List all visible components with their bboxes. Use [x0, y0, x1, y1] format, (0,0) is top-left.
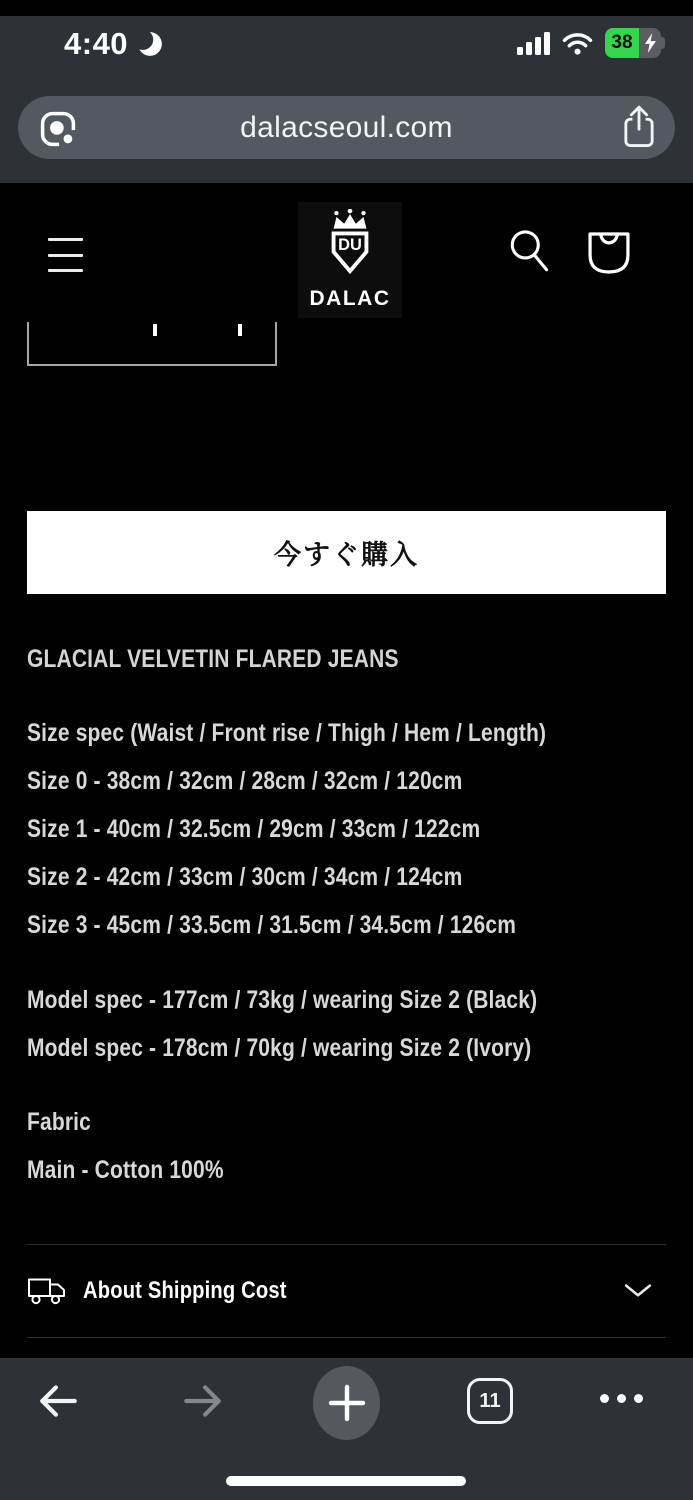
battery-icon [605, 28, 665, 58]
search-icon[interactable] [505, 226, 555, 278]
product-title: GLACIAL VELVETIN FLARED JEANS [27, 645, 399, 673]
size-spec-row: Size 1 - 40cm / 32.5cm / 29cm / 33cm / 122cm [27, 815, 481, 843]
tab-count: 11 [479, 1389, 501, 1412]
hamburger-menu-button[interactable] [48, 235, 92, 275]
size-spec-row: Size 0 - 38cm / 32cm / 28cm / 32cm / 120cm [27, 767, 463, 795]
model-spec-row: Model spec - 177cm / 73kg / wearing Size 2 (Black) [27, 986, 538, 1014]
size-spec-row: Size 3 - 45cm / 33.5cm / 31.5cm / 34.5cm / 126cm [27, 911, 517, 939]
notch-strip [0, 0, 693, 16]
divider [27, 1337, 666, 1338]
size-spec-row: Size 2 - 42cm / 33cm / 30cm / 34cm / 124cm [27, 863, 463, 891]
fabric-main-row: Main - Cotton 100% [27, 1156, 224, 1184]
plus-icon [327, 1383, 367, 1423]
brand-wordmark: DALAC [309, 287, 391, 310]
more-menu-button[interactable] [600, 1394, 648, 1406]
cart-bag-icon[interactable] [586, 229, 632, 277]
model-spec-row: Model spec - 178cm / 70kg / wearing Size 2 (Ivory) [27, 1034, 532, 1062]
svg-text:DU: DU [338, 235, 362, 254]
forward-button[interactable] [180, 1380, 226, 1422]
cellular-signal-icon [517, 31, 550, 55]
chevron-down-icon [624, 1283, 652, 1299]
size-spec-header: Size spec (Waist / Front rise / Thigh / Hem / Length) [27, 719, 547, 747]
browser-toolbar [0, 1358, 693, 1500]
divider [27, 1244, 666, 1245]
back-button[interactable] [35, 1380, 81, 1422]
shipping-label: About Shipping Cost [83, 1277, 287, 1304]
moon-icon [136, 30, 164, 58]
truck-icon [27, 1275, 67, 1307]
url-text: dalacseoul.com [240, 110, 453, 144]
new-tab-button[interactable] [313, 1366, 380, 1440]
url-bar[interactable] [18, 96, 675, 159]
buy-now-button[interactable] [27, 511, 666, 594]
battery-percent: 38 [605, 28, 639, 58]
web-page [0, 183, 693, 1358]
variant-selector-partial[interactable] [27, 322, 277, 366]
home-indicator[interactable] [226, 1476, 466, 1486]
share-icon[interactable] [619, 105, 659, 151]
shipping-cost-accordion[interactable] [27, 1261, 666, 1321]
site-logo[interactable] [298, 202, 402, 318]
dalac-crest-icon [321, 209, 379, 283]
charging-bolt-icon [639, 28, 661, 58]
wifi-icon [562, 30, 593, 56]
tab-switcher-button[interactable] [467, 1378, 513, 1424]
browser-top-chrome [0, 0, 693, 183]
status-bar [0, 16, 693, 80]
buy-now-label: 今すぐ購入 [274, 540, 419, 570]
fabric-header: Fabric [27, 1108, 92, 1136]
clock: 4:40 [64, 26, 129, 61]
